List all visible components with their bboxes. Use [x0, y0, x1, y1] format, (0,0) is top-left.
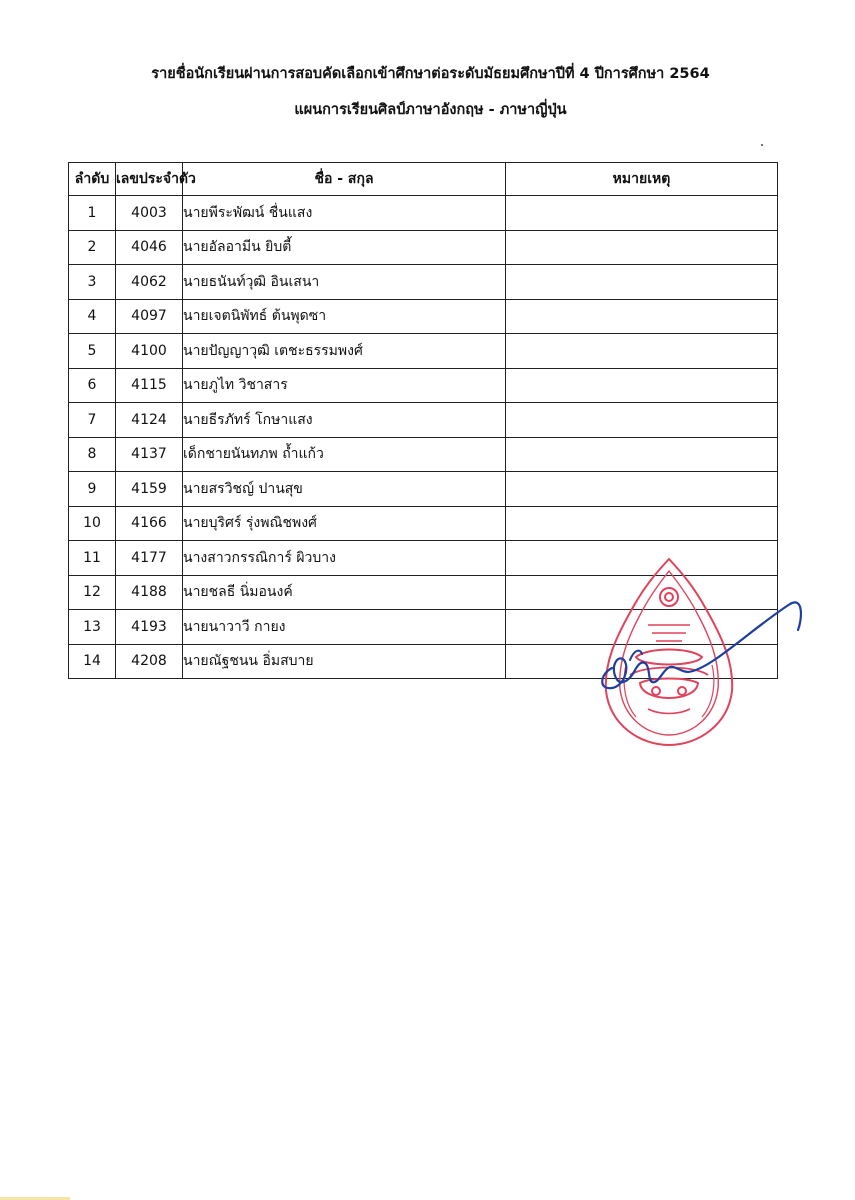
cell-seq: 14: [69, 644, 116, 679]
table-row: [69, 506, 778, 541]
cell-remark: [506, 230, 778, 265]
cell-seq: 3: [69, 265, 116, 300]
cell-remark: [506, 299, 778, 334]
document-title: รายชื่อนักเรียนผ่านการสอบคัดเลือกเข้าศึกษาต่อระดับมัธยมศึกษาปีที่ 4 ปีการศึกษา 2564: [151, 66, 710, 82]
cell-remark: [506, 644, 778, 679]
header-remark: หมายเหตุ: [506, 163, 778, 196]
cell-name: นายอัลอามีน ยิบตี้: [183, 230, 506, 265]
cell-student-id: 4046: [116, 230, 183, 265]
cell-student-id: 4188: [116, 575, 183, 610]
cell-seq: 2: [69, 230, 116, 265]
table-row: [69, 403, 778, 438]
cell-student-id: 4193: [116, 610, 183, 645]
cell-student-id: 4159: [116, 472, 183, 507]
cell-remark: [506, 334, 778, 369]
cell-seq: 1: [69, 196, 116, 231]
cell-remark: [506, 506, 778, 541]
table-header-row: [69, 163, 778, 196]
cell-seq: 6: [69, 368, 116, 403]
cell-remark: [506, 265, 778, 300]
cell-name: นายภูไท วิชาสาร: [183, 368, 506, 403]
cell-seq: 5: [69, 334, 116, 369]
cell-name: นายบุริศร์ รุ่งพณิชพงศ์: [183, 506, 506, 541]
cell-remark: [506, 541, 778, 576]
table-row: [69, 334, 778, 369]
cell-remark: [506, 610, 778, 645]
cell-name: เด็กชายนันทภพ ถ้ำแก้ว: [183, 437, 506, 472]
table-row: [69, 575, 778, 610]
cell-name: นายชลธี นิ่มอนงค์: [183, 575, 506, 610]
cell-seq: 12: [69, 575, 116, 610]
cell-seq: 4: [69, 299, 116, 334]
cell-seq: 11: [69, 541, 116, 576]
table-body: [69, 196, 778, 679]
header-seq: ลำดับ: [69, 163, 116, 196]
table-row: [69, 541, 778, 576]
cell-student-id: 4124: [116, 403, 183, 438]
cell-remark: [506, 403, 778, 438]
cell-name: นายสรวิชญ์ ปานสุข: [183, 472, 506, 507]
cell-student-id: 4137: [116, 437, 183, 472]
cell-name: นายธีรภัทร์ โกษาแสง: [183, 403, 506, 438]
cell-student-id: 4115: [116, 368, 183, 403]
cell-student-id: 4100: [116, 334, 183, 369]
cell-seq: 13: [69, 610, 116, 645]
student-table: [68, 162, 778, 679]
cell-student-id: 4097: [116, 299, 183, 334]
speck-mark: [761, 144, 763, 146]
cell-remark: [506, 196, 778, 231]
cell-name: นายปัญญาวุฒิ เตชะธรรมพงศ์: [183, 334, 506, 369]
cell-student-id: 4003: [116, 196, 183, 231]
document-subtitle: แผนการเรียนศิลป์ภาษาอังกฤษ - ภาษาญี่ปุ่น: [294, 102, 567, 118]
cell-student-id: 4208: [116, 644, 183, 679]
table-row: [69, 472, 778, 507]
cell-remark: [506, 437, 778, 472]
cell-remark: [506, 472, 778, 507]
cell-name: นายพีระพัฒน์ ชื่นแสง: [183, 196, 506, 231]
cell-seq: 9: [69, 472, 116, 507]
table-row: [69, 437, 778, 472]
cell-student-id: 4166: [116, 506, 183, 541]
cell-seq: 8: [69, 437, 116, 472]
header-name: ชื่อ - สกุล: [183, 163, 506, 196]
table-row: [69, 368, 778, 403]
cell-student-id: 4177: [116, 541, 183, 576]
table-row: [69, 610, 778, 645]
cell-remark: [506, 368, 778, 403]
cell-name: นายณัฐชนน อิ่มสบาย: [183, 644, 506, 679]
table-row: [69, 644, 778, 679]
table-row: [69, 265, 778, 300]
cell-student-id: 4062: [116, 265, 183, 300]
table-row: [69, 230, 778, 265]
cell-seq: 10: [69, 506, 116, 541]
cell-name: นายเจตนิพัทธ์ ต้นพุดซา: [183, 299, 506, 334]
cell-name: นางสาวกรรณิการ์ ผิวบาง: [183, 541, 506, 576]
cell-name: นายธนันท์วุฒิ อินเสนา: [183, 265, 506, 300]
cell-remark: [506, 575, 778, 610]
cell-seq: 7: [69, 403, 116, 438]
cell-name: นายนาวาวี กายง: [183, 610, 506, 645]
table-row: [69, 299, 778, 334]
header-student-id: เลขประจำตัว: [116, 163, 183, 196]
table-row: [69, 196, 778, 231]
